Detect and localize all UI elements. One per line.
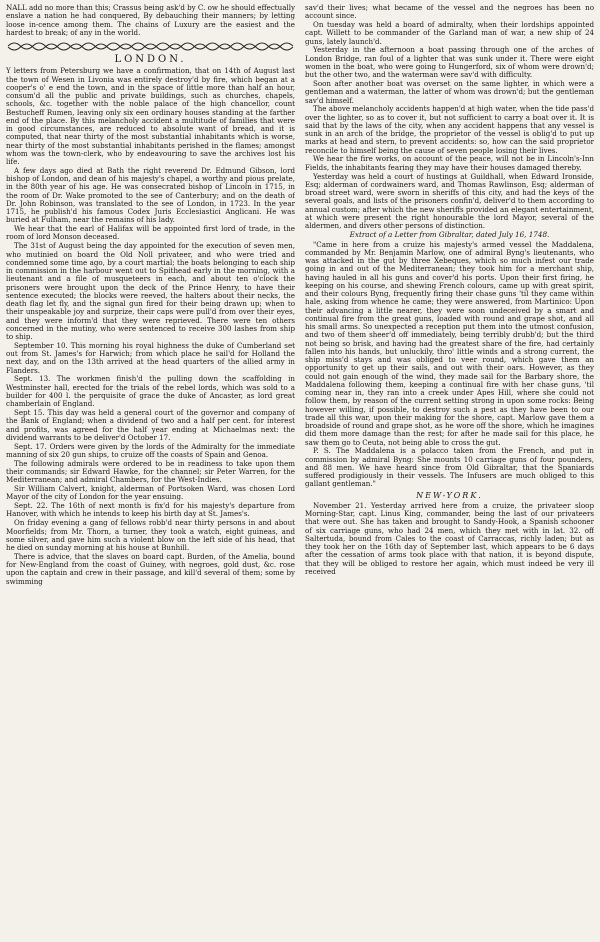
article-paragraph: There is advice, that the slaves on board capt. Burden, of the Amelia, bound for New-England from the coast of Guiney, with negroes, gold dust, &c. rose upon the captain and crew in their passage, and kill'd several of them; some by swimming: [6, 551, 295, 586]
new-york-paragraph: November 21. Yesterday arrived here from a cruize, the privateer sloop Morning-Star, capt. Linus King, commander, being the last of our privateers that were out. She has taken and brought to Sandy-Hook, a Spanish schooner of six carriage guns, who had 24 men, which they met with in lat. 32. off Saltertuda, bound from Cales to the coast of Carraccas, richly laden; but as they took her on the 16th day of September last, which appears to be 6 days after the cessation of arms took place with that nation, it is beyond dispute, that they will be obliged to restore her again, which must indeed be very ill received: [305, 500, 594, 576]
article-paragraph: Soon after another boat was overset on the same lighter, in which were a gentleman and a waterman, the latter of whom was drown'd; but the gentleman sav'd himself.: [305, 79, 594, 105]
article-paragraph: sav'd their lives; what became of the vessel and the negroes has been no account since.: [305, 4, 594, 21]
article-paragraph: Sir William Calvert, knight, alderman of Portsoken Ward, was chosen Lord Mayor of the city of London for the year ensuing.: [6, 484, 295, 502]
article-paragraph: Y letters from Petersburg we have a confirmation, that on 14th of August last the town of Wesen in Livonia was entirely destroy'd by fire, which began at a cooper's o' e end the town, and in the space of little more than half an hour, consum'd all the public and private buildings, such as churches, chapels, schools, &c. together with the noble palace of the high chancellor, count Bestucheff Rumen, leaving only six een ordinary houses standing at the farther end of the place. By this melancholy accident a multitude of families that were in good circumstances, are reduced to absolute want of bread, and it is computed, that near thirty of the most substantial inhabitants which is worse, near thirty of the most substantial inhabitants perished in the flames; amongst whom was the town-clerk, who by endeavouring to save the archives lost his life.: [6, 66, 295, 166]
extract-paragraph: "Came in here from a cruize his majesty's armed vessel the Maddalena, commanded by Mr. Benjamin Marlow, one of admiral Byng's lieutenants, who was attacked in the gut by three Xebeques, which so much infest our trade going in and out of the Mediterranean; they took him for a merchant ship, having hauled in all his guns and cover'd his ports. Upon their first firing, he keeping on his course, and shewing French colours, came up with great spirit, and their colours Byng, frequently firing their chase guns 'til they came within hale, asking from whence he came; they were answered, from Martinico: Upon their advancing a little nearer, they were soon undeceived by a smart and continual fire from the great guns, loaded with round and grape shot, and all his small arms. So unexpected a reception put them into the utmost confusion, and two of them sheer'd off immediately, being terribly drubb'd; but the third not being so brisk, and having had the greatest share of the fire, had certainly fallen into his hands, but unluckily, thro' little winds and a strong current, the ship miss'd stays and was obliged to veer round, which gave them an opportunity to get up their sails, and out with their oars. However, as they could not gain enough of the wind, they made sail for the Barbary shore, the Maddalena following them, keeping a continual fire with her chase guns, 'til coming near in, they ran into a creek under Apes Hill, where she could not follow them, by reason of the current setting strong in upon some rocks: Being however willing, if possible, to destroy such a pest as they have been to our trade all this war, upon their making for the shore, capt. Marlow gave them a broadside of round and grape shot, as he wore off the shore, which he imagines did them more damage than the rest; for after he made sail for this place, he saw them go to Ceuta, not being able to cross the gut.: [305, 239, 594, 447]
article-paragraph: A few days ago died at Bath the right reverend Dr. Edmund Gibson, lord bishop of London, and dean of his majesty's chapel, a worthy and pious prelate, in the 80th year of his age. He was consecrated bishop of Lincoln in 1715, in the room of Dr. Wake promoted to the see of Canterbury; and on the death of Dr. John Robinson, was translated to the see of London, in 1723. In the year 1715, he publish'd his famous Codex Juris Ecclesiastici Anglicani. He was buried at Fulham, near the remains of his lady.: [6, 165, 295, 225]
article-paragraph: Sept. 13. The workmen finish'd the pulling down the scaffolding in Westminster hall, erected for the trials of the rebel lords, which was sold to a builder for 400 l. the perquisite of grace the duke of Ancaster, as lord great chamberlain of England.: [6, 374, 295, 409]
columns: [6, 4, 594, 936]
extract-paragraph: P. S. The Maddalena is a polacco taken from the French, and put in commission by admiral Byng: She mounts 10 carriage guns of four pounders, and 88 men. We have heard since from Old Gibraltar, that the Spaniards suffered prodigiously in their vessels. The Infusers are much obliged to this gallant gentleman.": [305, 446, 594, 489]
intro-paragraph: NALL add no more than this; Crassus being ask'd by C. ow he should effectually enslave a nation he had conquered, By debauching their manners; by letting loose in-cence among them. The chains of Luxury are the easiest and the hardest to break; of any in the world.: [6, 4, 295, 37]
extract-heading: Extract of a Letter from Gibraltar, dated July 16, 1748.: [349, 230, 550, 240]
article-paragraph: On friday evening a gang of fellows robb'd near thirty persons in and about Moorfields; from Mr. Thorn, a turner, they took a watch, eight guineas, and some silver, and gave him such a violent blow on the left side of his head, that he died on sunday morning at his house at Bunhill.: [6, 518, 295, 553]
article-paragraph: Yesterday in the afternoon a boat passing through one of the arches of London Bridge, ran foul of a lighter that was sunk under it. There were eight women in the boat, who were going to Hungerford, six of whom were drown'd; but the other two, and the waterman were sav'd with difficulty.: [305, 45, 594, 80]
article-paragraph: We hear that the earl of Halifax will be appointed first lord of trade, in the room of lord Monson deceased.: [6, 224, 295, 242]
article-paragraph: The above melancholy accidents happen'd at high water, when the tide pass'd over the lighter, so as to cover it, but not sufficient to carry a boat over it. It is said that by the laws of the city, when any accident happens that any vessel is sunk in an arch of the bridge, the proprietor of the vessel is oblig'd to put up marks at head and stern, to prevent accidents: so, how can the said proprietor reconcile to himself being the cause of seven people losing their lives.: [305, 104, 594, 155]
article-paragraph: On tuesday was held a board of admiralty, when their lordships appointed capt. Willett to be commander of the Garland man of war, a new ship of 24 guns, lately launch'd.: [305, 20, 594, 46]
article-paragraph: The following admirals were ordered to be in readiness to take upon them their commands; sir Edward Hawke, for the channel; sir Peter Warren, for the Mediterranean; and admiral Chambers, for the West-Indies.: [6, 458, 295, 485]
right-column: [305, 4, 594, 936]
article-paragraph: The 31st of August being the day appointed for the execution of seven men, who mutinied on board the Old Noll privateer, and who were tried and condemned some time ago, by a court martial; the boats belonging to each ship in commission in the harbour went out to Spithead early in the morning, with a lieutenant and a file of musqueteers in each, and about ten o'clock the prisoners were brought upon the deck of the Prince Henry, to have their sentence executed; the blocks were reeved, the halters about their necks, the death flag let fly, and the signal gun fired for their being drawn up; when to their unspeakable joy and surprize, their caps were pull'd from over their eyes, and they were inform'd that they were reprieved. There were ten others concerned in the mutiny, who were sentenced to receive 300 lashes from ship to ship.: [6, 241, 295, 342]
article-paragraph: We hear the fire works, on account of the peace, will not be in Lincoln's-Inn Fields, the inhabitants fearing they may have their houses damaged thereby.: [305, 154, 594, 172]
new-york-heading: NEW-YORK.: [416, 490, 483, 500]
article-paragraph: Sept 15. This day was held a general court of the governor and company of the Bank of England; when a dividend of two and a half per cent. for interest and profits, was agreed for the half year ending at Michaelmas next: the dividend warrants to be deliver'd October 17.: [6, 408, 295, 442]
article-paragraph: Yesterday was held a court of hustings at Guildhall, when Edward Ironside, Esq; alderman of cordwainers ward, and Thomas Rawlinson, Esq; alderman of broad street ward, were sworn in sheriffs of this city, and had the keys of the several goals, and lists of the prisoners confin'd, deliver'd to them according to annual custom; after which the new sheriffs provided an elegant entertainment, at which were present the right honourable the lord Mayor, several of the aldermen, and divers other persons of distinction.: [305, 171, 594, 231]
flourish-divider-icon: [6, 40, 295, 53]
article-paragraph: Sept. 22. The 16th of next month is fix'd for his majesty's departure from Hanover, with which he intends to keep his birth day at St. James's.: [6, 501, 295, 519]
article-paragraph: Sept. 17. Orders were given by the lords of the Admiralty for the immediate manning of six 20 gun ships, to cruize off the coasts of Spain and Genoa.: [6, 441, 295, 459]
article-paragraph: September 10. This morning his royal highness the duke of Cumberland set out from St. James's for Harwich; from which place he sail'd for Holland the next day, and on the 13th arrived at the head quarters of the allied army in Flanders.: [6, 340, 295, 375]
left-column: [6, 4, 295, 936]
masthead-london: LONDON.: [114, 54, 187, 65]
